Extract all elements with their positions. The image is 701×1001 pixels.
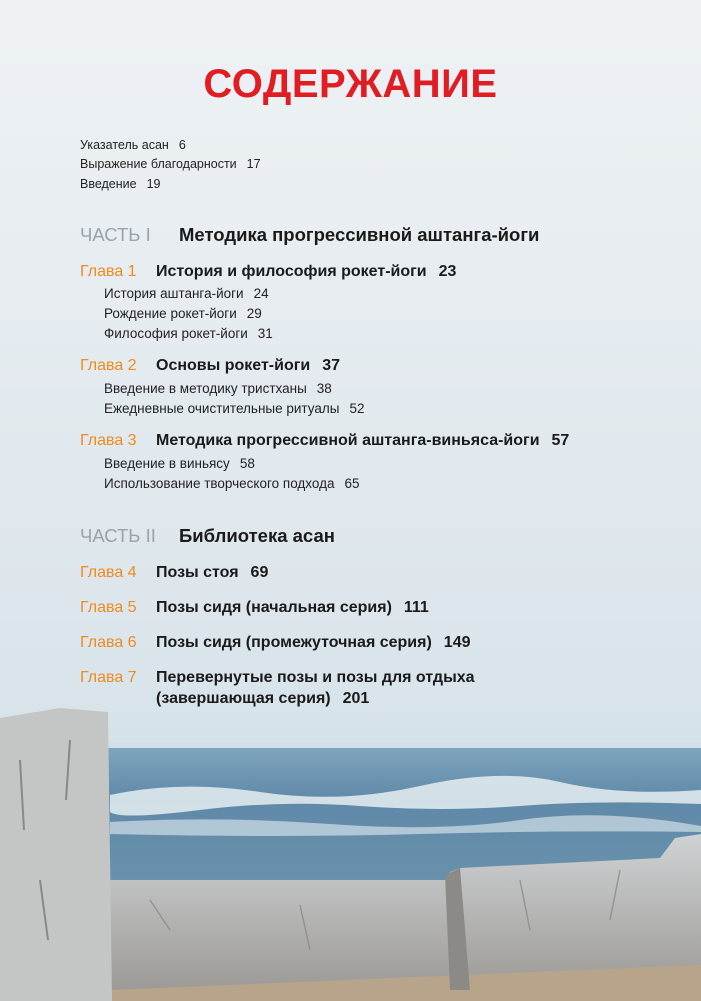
page-title: СОДЕРЖАНИЕ	[203, 62, 498, 106]
chapter-entry[interactable]: Глава 2 Основы рокет-йоги 37	[80, 357, 341, 374]
chapter-entry[interactable]: Глава 5 Позы сидя (начальная серия) 111	[80, 599, 429, 616]
section-entry[interactable]: Использование творческого подхода 65	[104, 476, 360, 491]
toc-entry[interactable]: Введение 19	[80, 177, 161, 191]
section-entry[interactable]: Рождение рокет-йоги 29	[104, 306, 262, 321]
part-heading: ЧАСТЬ I Методика прогрессивной аштанга-йоги	[80, 224, 540, 245]
chapter-entry[interactable]: Глава 6 Позы сидя (промежуточная серия) 149	[80, 634, 471, 651]
section-entry[interactable]: История аштанга-йоги 24	[104, 286, 269, 301]
section-entry[interactable]: Философия рокет-йоги 31	[104, 326, 273, 341]
chapter-entry[interactable]: Глава 1 История и философия рокет-йоги 23	[80, 263, 457, 280]
section-entry[interactable]: Введение в виньясу 58	[104, 456, 255, 471]
chapter-entry[interactable]: Глава 4 Позы стоя 69	[80, 564, 269, 581]
section-entry[interactable]: Введение в методику тристханы 38	[104, 381, 332, 396]
toc-entry[interactable]: Выражение благодарности 17	[80, 157, 261, 171]
chapter-entry[interactable]: Глава 7 Перевернутые позы и позы для отдыха	[80, 669, 475, 686]
toc-entry[interactable]: Указатель асан 6	[80, 138, 186, 152]
chapter-entry-continued[interactable]: (завершающая серия) 201	[156, 690, 370, 707]
part-heading: ЧАСТЬ II Библиотека асан	[80, 525, 335, 546]
chapter-entry[interactable]: Глава 3 Методика прогрессивной аштанга-виньяса-йоги 57	[80, 432, 570, 449]
section-entry[interactable]: Ежедневные очистительные ритуалы 52	[104, 401, 365, 416]
